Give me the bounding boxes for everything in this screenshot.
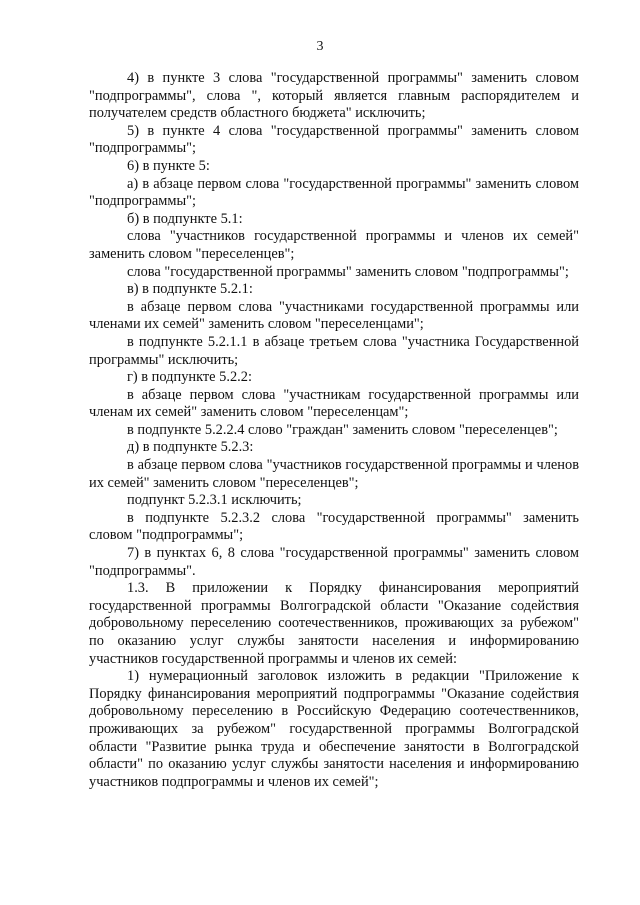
paragraph: подпункт 5.2.3.1 исключить; (127, 492, 302, 509)
paragraph: 5) в пункте 4 слова "государственной программы" заменить словом "подпрограммы"; (89, 122, 579, 157)
paragraph: в подпункте 5.2.1.1 в абзаце третьем слова "участника Государственной программы" исключить; (89, 333, 579, 368)
paragraph: в абзаце первом слова "участников государственной программы и членов их семей" заменить словом "переселенцев"; (89, 457, 579, 491)
paragraph: б) в подпункте 5.1: (127, 210, 243, 227)
paragraph: в абзаце первом слова "участникам государственной программы или членам их семей" заменить словом "переселенцам"; (89, 386, 579, 421)
paragraph: 1) нумерационный заголовок изложить в редакции "Приложение к Порядку финансирования мероприятий подпрограммы "Оказание содействия добровольному переселению в Российскую Федерацию соотечественников, проживающих за рубежом" государственной программы Волгоградской области "Развитие рынка труда и обеспечение занятости в Волгоградской области" по оказанию услуг службы занятости населения и информированию участников подпрограммы и членов их семей"; (89, 668, 579, 790)
paragraph: слова "участников государственной программы и членов их семей" заменить словом "переселенцев"; (89, 228, 579, 262)
document-body (89, 70, 579, 791)
paragraph: в подпункте 5.2.2.4 слово "граждан" заменить словом "переселенцев"; (127, 421, 558, 438)
paragraph: 1.3. В приложении к Порядку финансирования мероприятий государственной программы Волгоградской области "Оказание содействия добровольному переселению соотечественников, проживающих за рубежом" по оказанию услуг службы занятости населения и информированию участников государственной программы и членов их семей: (89, 580, 579, 667)
paragraph: в подпункте 5.2.3.2 слова "государственной программы" заменить словом "подпрограммы"; (89, 509, 579, 544)
paragraph: слова "государственной программы" заменить словом "подпрограммы"; (127, 263, 569, 280)
paragraph: г) в подпункте 5.2.2: (127, 369, 252, 386)
paragraph: д) в подпункте 5.2.3: (127, 439, 254, 456)
paragraph: 4) в пункте 3 слова "государственной программы" заменить словом "подпрограммы", слова ", который является главным распорядителем и получателем средств областного бюджета" исключить; (89, 70, 579, 122)
paragraph: в абзаце первом слова "участниками государственной программы или членами их семей" заменить словом "переселенцами"; (89, 298, 579, 333)
paragraph: 6) в пункте 5: (127, 157, 210, 174)
paragraph: в) в подпункте 5.2.1: (127, 281, 253, 298)
paragraph: 7) в пунктах 6, 8 слова "государственной программы" заменить словом "подпрограммы". (89, 545, 579, 579)
page-number: 3 (316, 39, 324, 54)
paragraph: а) в абзаце первом слова "государственной программы" заменить словом "подпрограммы"; (89, 175, 579, 210)
